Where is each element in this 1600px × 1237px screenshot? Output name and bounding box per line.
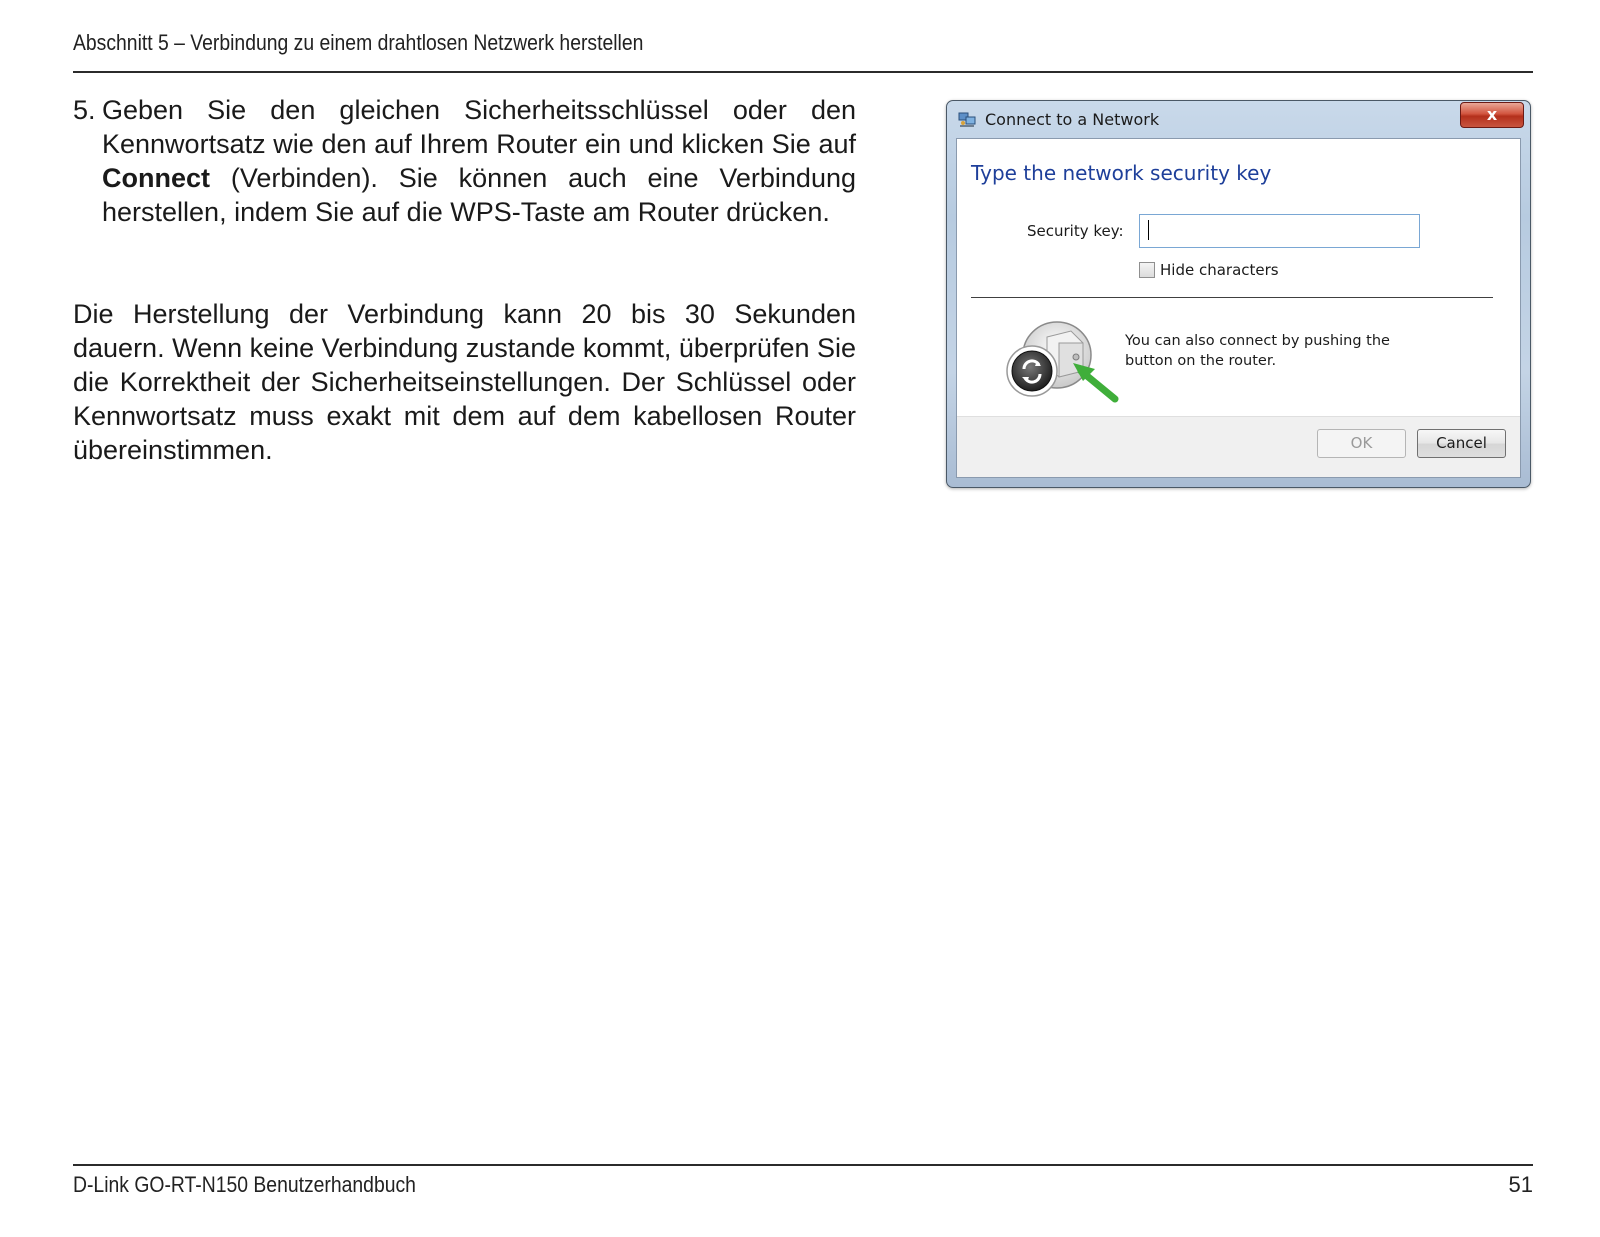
manual-title: D-Link GO-RT-N150 Benutzerhandbuch xyxy=(73,1172,416,1197)
footer-rule xyxy=(73,1164,1533,1166)
network-icon xyxy=(957,111,977,129)
hide-characters-checkbox[interactable] xyxy=(1139,262,1155,278)
close-button[interactable] xyxy=(1460,102,1524,128)
dialog-heading: Type the network security key xyxy=(971,161,1272,185)
wps-router-icon xyxy=(1003,319,1123,405)
wps-hint-text: You can also connect by pushing the button on the router. xyxy=(1125,333,1390,369)
dialog-client xyxy=(956,138,1521,478)
hide-characters-label[interactable]: Hide characters xyxy=(1160,261,1279,279)
dialog-title: Connect to a Network xyxy=(985,110,1160,129)
step-5 xyxy=(73,93,856,229)
dialog-titlebar xyxy=(947,101,1530,137)
header-rule xyxy=(73,71,1533,73)
ok-button[interactable]: OK xyxy=(1317,429,1406,458)
security-key-label: Security key: xyxy=(1027,222,1124,240)
step-text xyxy=(102,93,856,229)
security-key-input[interactable] xyxy=(1139,214,1420,248)
text-caret xyxy=(1148,220,1149,240)
section-header: Abschnitt 5 – Verbindung zu einem drahtlosen Netzwerk herstellen xyxy=(73,30,644,55)
cancel-button[interactable]: Cancel xyxy=(1417,429,1506,458)
step-text-bold: Connect xyxy=(102,163,210,193)
step-text-after: (Verbinden). Sie können auch eine Verbindung herstellen, indem Sie auf die WPS-Taste am Router drücken. xyxy=(102,163,856,227)
page-number: 51 xyxy=(1508,1172,1533,1197)
step-text-before: Geben Sie den gleichen Sicherheitsschlüssel oder den Kennwortsatz wie den auf Ihrem Router ein und klicken Sie auf xyxy=(102,95,856,159)
connect-dialog xyxy=(946,100,1531,488)
step-number: 5. xyxy=(73,95,96,125)
dialog-separator xyxy=(971,297,1493,298)
hide-characters-row[interactable] xyxy=(1139,261,1279,279)
body-paragraph: Die Herstellung der Verbindung kann 20 bis 30 Sekunden dauern. Wenn keine Verbindung zustande kommt, überprüfen Sie die Korrektheit der Sicherheitseinstellungen. Der Schlüssel oder Kennwortsatz muss exakt mit dem auf dem kabellosen Router übereinstimmen. xyxy=(73,299,856,465)
dialog-footer xyxy=(957,416,1520,477)
close-icon: x xyxy=(1486,105,1498,124)
